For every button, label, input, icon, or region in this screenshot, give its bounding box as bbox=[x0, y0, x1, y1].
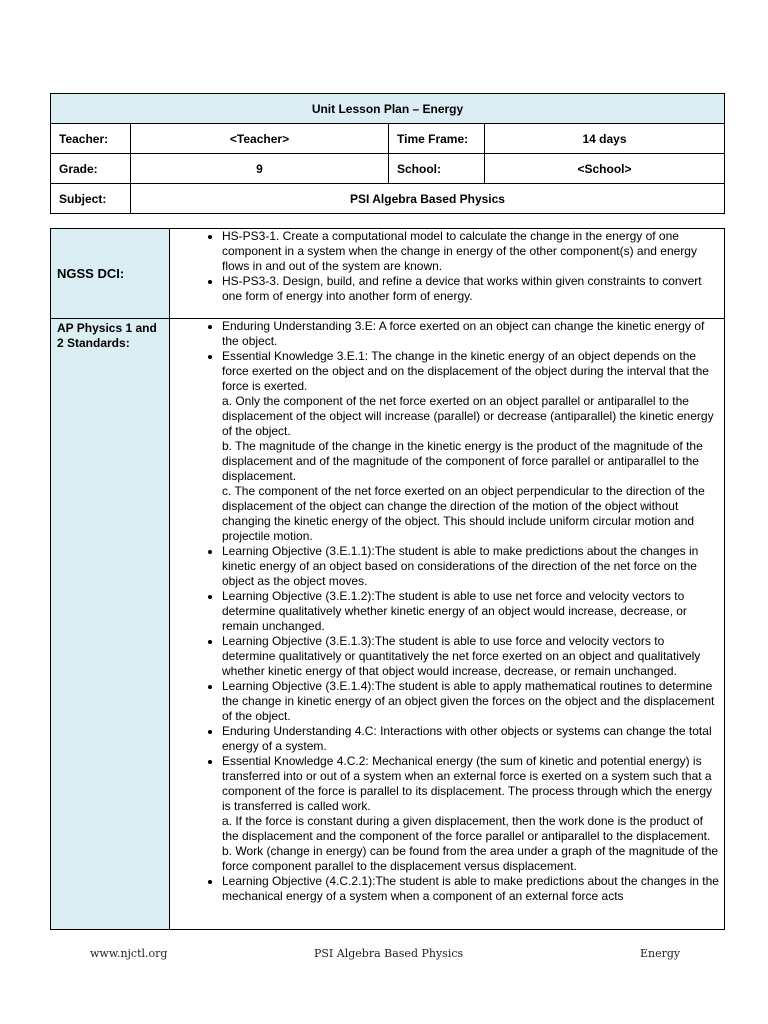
footer-website: www.njctl.org bbox=[90, 947, 168, 960]
ap-standards-content bbox=[170, 319, 725, 930]
ap-item: • Learning Objective (3.E.1.1):The student is able to make predictions about the changes in kinetic energy of an object based on considerations of the direction of the net force on the object as the object moves. bbox=[222, 544, 720, 589]
ap-item bbox=[222, 754, 720, 874]
ap-subitem: a. Only the component of the net force exerted on an object parallel or antiparallel to the displacement of the object will increase (parallel) or decrease (antiparallel) the kinetic energy of the object. bbox=[222, 394, 714, 438]
school-value: <School> bbox=[485, 154, 725, 184]
ap-standards-label: AP Physics 1 and 2 Standards: bbox=[51, 319, 170, 930]
lesson-title: Unit Lesson Plan – Energy bbox=[51, 94, 725, 124]
ngss-item: • HS-PS3-3. Design, build, and refine a device that works within given constraints to convert one form of energy into another form of energy. bbox=[222, 274, 720, 304]
ap-item: • Enduring Understanding 4.C: Interactions with other objects or systems can change the total energy of a system. bbox=[222, 724, 720, 754]
ap-item: • Learning Objective (3.E.1.3):The student is able to use force and velocity vectors to determine qualitatively or quantitatively the net force exerted on an object and qualitatively whether kinetic energy of that object would increase, decrease, or remain unchanged. bbox=[222, 634, 720, 679]
teacher-label: Teacher: bbox=[51, 124, 131, 154]
ap-item bbox=[222, 349, 720, 544]
ap-item: • Enduring Understanding 3.E: A force exerted on an object can change the kinetic energy of the object. bbox=[222, 319, 720, 349]
ngss-label: NGSS DCI: bbox=[51, 229, 170, 319]
footer-unit: Energy bbox=[640, 947, 681, 960]
standards-table bbox=[50, 228, 725, 930]
teacher-value: <Teacher> bbox=[131, 124, 389, 154]
grade-value: 9 bbox=[131, 154, 389, 184]
timeframe-label: Time Frame: bbox=[389, 124, 485, 154]
subject-label: Subject: bbox=[51, 184, 131, 214]
ap-subitem: b. The magnitude of the change in the kinetic energy is the product of the magnitude of the displacement and of the magnitude of the component of force parallel or antiparallel to the displacement. bbox=[222, 439, 703, 483]
ap-item-text: Essential Knowledge 3.E.1: The change in the kinetic energy of an object depends on the force exerted on the object and on the displacement of the object during the interval that the force is exerted. bbox=[222, 349, 709, 393]
timeframe-value: 14 days bbox=[485, 124, 725, 154]
ap-item-text: Essential Knowledge 4.C.2: Mechanical energy (the sum of kinetic and potential energy) is transferred into or out of a system when an external force is exerted on a system such that a component of the force is parallel to its displacement. The process through which the energy is transferred is called work. bbox=[222, 754, 713, 813]
ap-item: • Learning Objective (4.C.2.1):The student is able to make predictions about the changes in the mechanical energy of a system when a component of an external force acts bbox=[222, 874, 720, 904]
ngss-item: • HS-PS3-1. Create a computational model to calculate the change in the energy of one component in a system when the change in energy of the other component(s) and energy flows in and out of the system are known. bbox=[222, 229, 720, 274]
subject-value: PSI Algebra Based Physics bbox=[131, 184, 725, 214]
ap-item: • Learning Objective (3.E.1.4):The student is able to apply mathematical routines to determine the change in kinetic energy of an object given the forces on the object and the displacement of the object. bbox=[222, 679, 720, 724]
footer-course: PSI Algebra Based Physics bbox=[314, 947, 464, 960]
ap-item: • Learning Objective (3.E.1.2):The student is able to use net force and velocity vectors to determine qualitatively whether kinetic energy of an object would increase, decrease, or remain unchanged. bbox=[222, 589, 720, 634]
ap-subitem: b. Work (change in energy) can be found from the area under a graph of the magnitude of the force component parallel to the displacement versus displacement. bbox=[222, 844, 719, 873]
ap-subitem: c. The component of the net force exerted on an object perpendicular to the direction of the displacement of the object can change the direction of the motion of the object without changing the kinetic energy of the object. This should include uniform circular motion and projectile motion. bbox=[222, 484, 705, 543]
ap-subitem: a. If the force is constant during a given displacement, then the work done is the product of the displacement and the component of the force parallel or antiparallel to the displacement. bbox=[222, 814, 711, 843]
ngss-content bbox=[170, 229, 725, 319]
lesson-header-table bbox=[50, 93, 725, 214]
school-label: School: bbox=[389, 154, 485, 184]
grade-label: Grade: bbox=[51, 154, 131, 184]
